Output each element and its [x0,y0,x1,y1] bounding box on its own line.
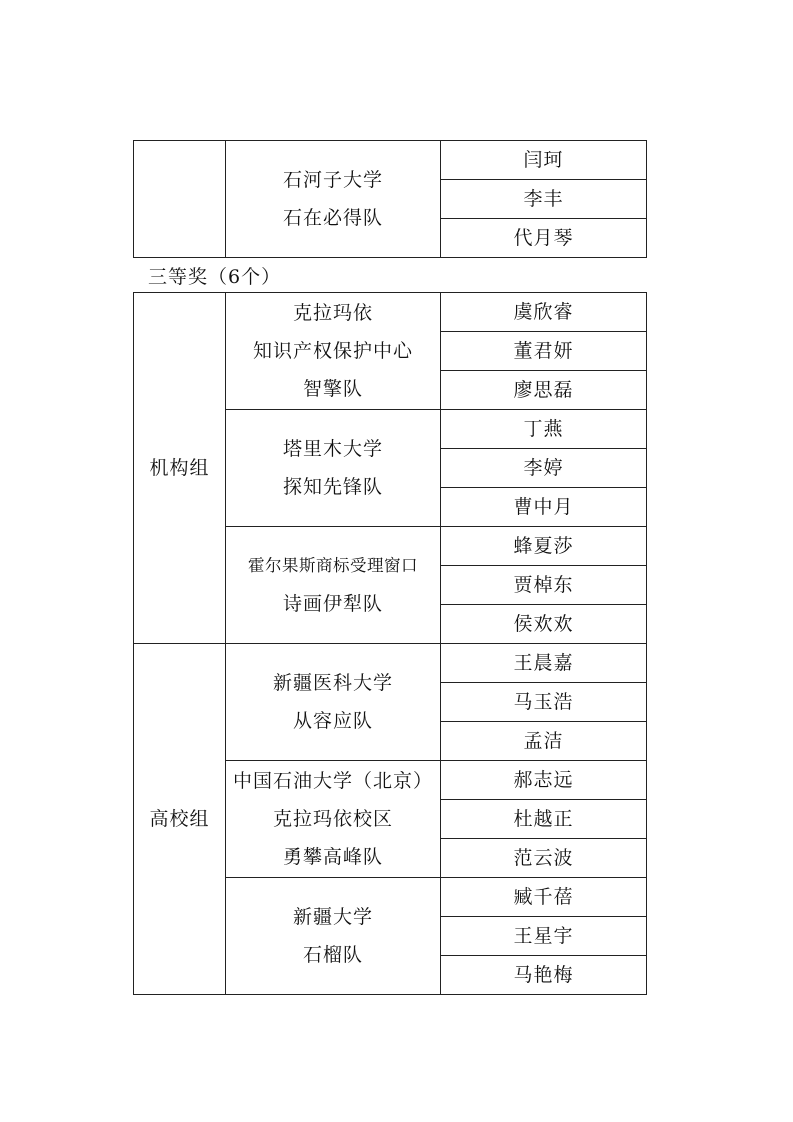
group-name: 机构组 [149,457,210,479]
team-name-line: 霍尔果斯商标受理窗口 [248,556,418,575]
team-cell [226,293,441,410]
member-cell: 王晨嘉 [441,644,647,683]
team-name-line: 新疆大学 [292,906,373,928]
member-cell: 董君妍 [441,332,647,371]
team-name-line: 克拉玛依 [292,302,373,324]
team-name-line: 克拉玛依校区 [272,808,393,830]
team-name-line: 石在必得队 [282,207,383,229]
team-cell [226,141,441,258]
member-cell: 范云波 [441,839,647,878]
group-cell-institution [134,293,226,644]
group-name: 高校组 [149,808,210,830]
member-cell: 侯欢欢 [441,605,647,644]
member-cell: 蜂夏莎 [441,527,647,566]
member-cell: 王星宇 [441,917,647,956]
team-name-line: 诗画伊犁队 [282,593,383,615]
table-row [134,644,647,683]
member-cell: 李婷 [441,449,647,488]
member-cell: 廖思磊 [441,371,647,410]
team-name-line: 石榴队 [302,944,363,966]
member-cell: 闫珂 [441,141,647,180]
member-cell: 孟洁 [441,722,647,761]
table-row [134,293,647,332]
member-cell: 曹中月 [441,488,647,527]
team-name-line: 探知先锋队 [282,476,383,498]
team-name-line: 中国石油大学（北京） [232,770,433,792]
member-cell: 马艳梅 [441,956,647,995]
table-row [134,141,647,180]
team-cell [226,644,441,761]
team-name-line: 塔里木大学 [282,438,383,460]
member-cell: 马玉浩 [441,683,647,722]
team-cell [226,761,441,878]
team-cell [226,878,441,995]
team-cell [226,410,441,527]
team-name-line: 智擎队 [302,378,363,400]
team-name-line: 从容应队 [292,710,373,732]
team-name-line: 石河子大学 [282,169,383,191]
member-cell: 臧千蓓 [441,878,647,917]
member-cell: 李丰 [441,180,647,219]
continued-award-table [133,140,647,258]
group-cell-empty [134,141,226,258]
member-cell: 丁燕 [441,410,647,449]
member-cell: 杜越正 [441,800,647,839]
member-cell: 代月琴 [441,219,647,258]
group-cell-university [134,644,226,995]
member-cell: 郝志远 [441,761,647,800]
third-prize-heading: 三等奖（6个） [148,266,282,288]
team-name-line: 勇攀高峰队 [282,846,383,868]
member-cell: 贾棹东 [441,566,647,605]
member-cell: 虞欣睿 [441,293,647,332]
team-name-line: 知识产权保护中心 [252,340,413,362]
third-prize-table [133,292,647,995]
team-cell [226,527,441,644]
team-name-line: 新疆医科大学 [272,672,393,694]
